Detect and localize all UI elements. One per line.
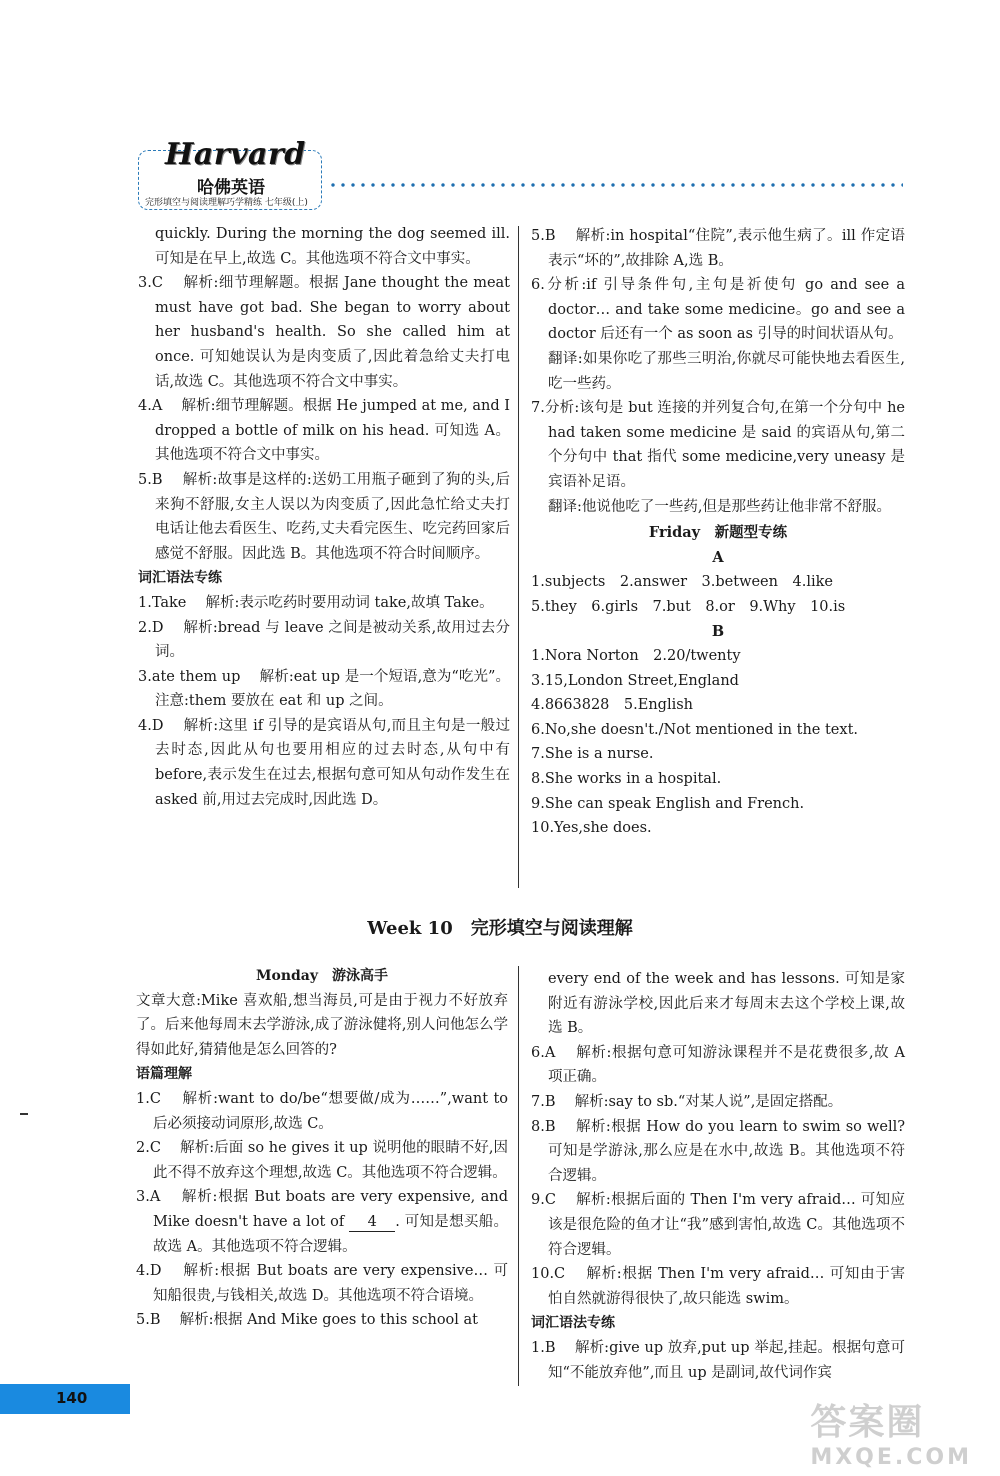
answer-item: 1.B 解析:give up 放弃,put up 举起,挂起。根据句意可知“不能放弃他”,而且 up 是副词,故代词作宾	[531, 1339, 905, 1381]
section-heading: 词汇语法专练	[138, 570, 222, 587]
logo-wordmark: Harvard	[165, 137, 306, 172]
translation: 翻译:如果你吃了那些三明治,你就尽可能快地去看医生,吃一些药。	[548, 350, 905, 392]
part-b-answer: 7.She is a nurse.	[531, 746, 654, 763]
page-number: 140	[56, 1389, 88, 1407]
watermark	[810, 1394, 972, 1470]
dotted-rule	[328, 182, 903, 188]
part-b-answer: 8.She works in a hospital.	[531, 771, 722, 788]
page-header	[138, 137, 908, 210]
article-summary: 文章大意:Mike 喜欢船,想当海员,可是由于视力不好放弃了。后来他每周末去学游泳,成了游泳健将,别人问他怎么学得如此好,猜猜他是怎么回答的?	[136, 992, 508, 1058]
answer-item: 3.C 解析:细节理解题。根据 Jane thought the meat must have got bad. She began to worry about her husband's health. So she called him at once. 可知她误认为是肉变质了,因此着急给丈夫打电话,故选 C。其他选项不符合文中事实。	[138, 275, 510, 390]
answer-paragraph: quickly. During the morning the dog seemed ill. 可知是在早上,故选 C。其他选项不符合文中事实。	[155, 226, 510, 267]
answer-item: 5.B 解析:故事是这样的:送奶工用瓶子砸到了狗的头,后来狗不舒服,女主人误以为肉变质了,因此急忙给丈夫打电话让他去看医生、吃药,丈夫看完医生、吃完药回家后感觉不舒服。因此选 B。其他选项不符合时间顺序。	[138, 471, 510, 562]
answer-item: 2.C 解析:后面 so he gives it up 说明他的眼睛不好,因此不得不放弃这个理想,故选 C。其他选项不符合逻辑。	[136, 1140, 508, 1181]
translation: 翻译:他说他吃了一些药,但是那些药让他非常不舒服。	[548, 498, 891, 515]
book-subtitle: 完形填空与阅读理解巧学精练 七年级(上)	[145, 198, 308, 208]
blank-number: 4	[349, 1213, 395, 1232]
bottom-right-column	[531, 967, 905, 1385]
answer-item: 6.分析:if 引导条件句,主句是祈使句 go and see a doctor… and take some medicine。go and see a doctor 后还有一个 as soon as 引导的时间状语从句。	[531, 277, 905, 343]
week-title: Week 10 完形填空与阅读理解	[367, 918, 633, 939]
answer-item: 9.C 解析:根据后面的 Then I'm very afraid… 可知应该是很危险的鱼才让“我”感到害怕,故选 C。其他选项不符合逻辑。	[531, 1192, 905, 1258]
page-number-bar	[0, 1384, 130, 1414]
answer-item: 8.B 解析:根据 How do you learn to swim so well? 可知是学游泳,那么应是在水中,故选 B。其他选项不符合逻辑。	[531, 1118, 905, 1184]
answer-item: 1.Take 解析:表示吃药时要用动词 take,故填 Take。	[138, 594, 494, 611]
answer-item: 10.C 解析:根据 Then I'm very afraid… 可知由于害怕自然就游得很快了,故只能选 swim。	[531, 1266, 905, 1307]
watermark-url: MXQE.COM	[810, 1445, 972, 1470]
part-b-answer: 1.Nora Norton 2.20/twenty	[531, 648, 741, 665]
logo-chinese-title: 哈佛英语	[197, 178, 265, 198]
answer-item: 4.D 解析:这里 if 引导的是宾语从句,而且主句是一般过去时态,因此从句也要用相应的过去时态,从句中有 before,表示发生在过去,根据句意可知从句动作发生在 asked 前,用过去完成时,因此选 D。	[138, 717, 510, 808]
answer-item: 7.B 解析:say to sb.“对某人说”,是固定搭配。	[531, 1093, 843, 1110]
answer-item: 1.C 解析:want to do/be“想要做/成为……”,want to 后必须接动词原形,故选 C。	[136, 1090, 508, 1132]
part-a-answers: 1.subjects 2.answer 3.between 4.like	[531, 574, 833, 591]
part-b-answer: 3.15,London Street,England	[531, 672, 739, 689]
answer-item: 4.A 解析:细节理解题。根据 He jumped at me, and I dropped a bottle of milk on his head. 可知选 A。其他选项不符合文中事实。	[138, 398, 510, 464]
answer-item: 3.ate them up 解析:eat up 是一个短语,意为“吃光”。注意:them 要放在 eat 和 up 之间。	[138, 668, 510, 710]
bottom-left-column	[136, 964, 508, 1333]
part-a-label: A	[712, 548, 724, 566]
answer-item: 4.D 解析:根据 But boats are very expensive… 可知船很贵,与钱相关,故选 D。其他选项不符合语境。	[136, 1263, 508, 1304]
top-right-column	[531, 224, 905, 841]
answer-item	[136, 1185, 508, 1259]
answer-item: 2.D 解析:bread 与 leave 之间是被动关系,故用过去分词。	[138, 619, 510, 661]
watermark-logo: 答案圈	[810, 1402, 925, 1443]
column-divider	[518, 226, 519, 888]
part-b-answer: 10.Yes,she does.	[531, 820, 652, 837]
part-b-answer: 4.8663828 5.English	[531, 697, 694, 714]
column-divider	[518, 966, 519, 1386]
answer-item: 5.B 解析:根据 And Mike goes to this school at	[136, 1312, 478, 1329]
margin-mark	[20, 1113, 28, 1115]
answer-text: . 可知是想买船。故选 A。其他选项不符合逻辑。	[153, 1213, 509, 1255]
part-a-answers: 5.they 6.girls 7.but 8.or 9.Why 10.is	[531, 598, 846, 615]
answer-continuation: every end of the week and has lessons. 可知是家附近有游泳学校,因此后来才每周末去这个学校上课,故选 B。	[548, 971, 905, 1037]
answer-item: 5.B 解析:in hospital“住院”,表示他生病了。ill 作定语表示“坏的”,故排除 A,选 B。	[531, 228, 905, 269]
answer-text: 3.A 解析:根据 But boats are very expensive, and Mike doesn't have a lot of	[136, 1189, 508, 1230]
monday-title: Monday 游泳高手	[255, 968, 388, 984]
part-b-label: B	[711, 622, 725, 640]
harvard-logo	[138, 137, 322, 210]
section-heading: 词汇语法专练	[531, 1315, 615, 1332]
answer-item: 7.分析:该句是 but 连接的并列复合句,在第一个分句中 he had taken some medicine 是 said 的宾语从句,第二个分句中 that 指代 some medicine,very uneasy 是宾语补足语。	[531, 400, 905, 490]
friday-title: Friday 新题型专练	[648, 524, 788, 542]
answer-item: 6.A 解析:根据句意可知游泳课程并不是花费很多,故 A 项正确。	[531, 1044, 905, 1086]
top-left-column	[138, 222, 510, 812]
section-heading: 语篇理解	[136, 1066, 192, 1083]
part-b-answer: 9.She can speak English and French.	[531, 795, 805, 812]
part-b-answer: 6.No,she doesn't./Not mentioned in the text.	[531, 721, 859, 738]
